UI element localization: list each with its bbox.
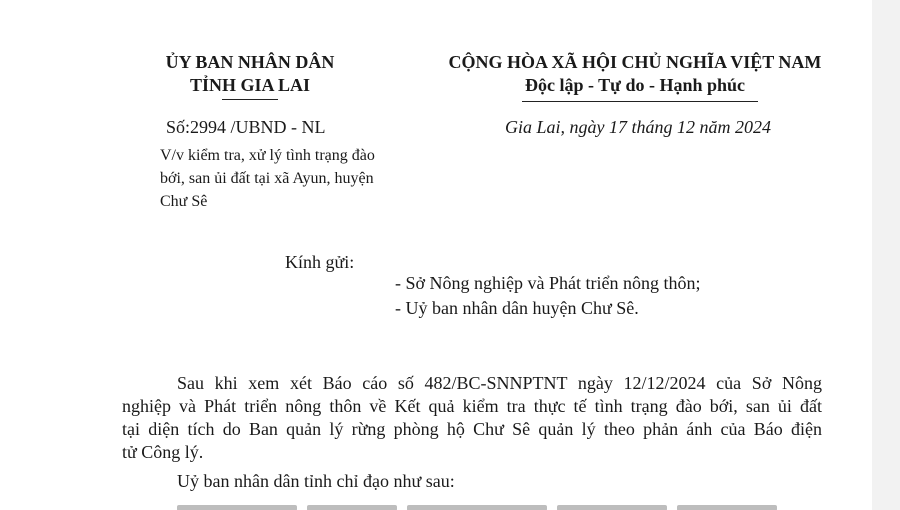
paragraph-line: tử Công lý. [122,442,204,462]
agency-underline [222,99,278,100]
paragraph-line: Sau khi xem xét Báo cáo số 482/BC-SNNPTNT ngày 12/12/2024 của Sở Nông [177,373,822,393]
paragraph-line: nghiệp và Phát triển nông thôn về Kết quả kiểm tra thực tế tình trạng đào bới, san ủi đất [122,396,822,416]
salutation-label: Kính gửi: [285,252,355,272]
motto-underline [522,101,758,102]
national-motto: Độc lập - Tự do - Hạnh phúc [524,75,746,95]
recipient-item: - Uỷ ban nhân dân huyện Chư Sê. [395,298,639,318]
recipient-item: - Sở Nông nghiệp và Phát triển nông thôn; [395,273,701,293]
page-edge-margin [872,0,900,510]
subject-line: V/v kiểm tra, xử lý tình trạng đào [160,147,375,164]
document-subject [160,144,400,213]
body-paragraph [122,372,822,464]
cut-off-text-line [177,498,817,510]
national-title: CỘNG HÒA XÃ HỘI CHỦ NGHĨA VIỆT NAM [448,52,822,72]
document-number: Số:2994 /UBND - NL [166,117,326,137]
agency-name: ỦY BAN NHÂN DÂN [165,52,335,72]
subject-line: bới, san ủi đất tại xã Ayun, huyện [160,170,374,187]
subject-line: Chư Sê [160,193,208,210]
directive-line: Uỷ ban nhân dân tỉnh chỉ đạo như sau: [177,471,455,491]
paragraph-line: tại diện tích do Ban quản lý rừng phòng hộ Chư Sê quản lý theo phản ánh của Báo điện [122,419,822,439]
agency-province: TỈNH GIA LAI [189,75,311,95]
place-and-date: Gia Lai, ngày 17 tháng 12 năm 2024 [505,117,772,137]
